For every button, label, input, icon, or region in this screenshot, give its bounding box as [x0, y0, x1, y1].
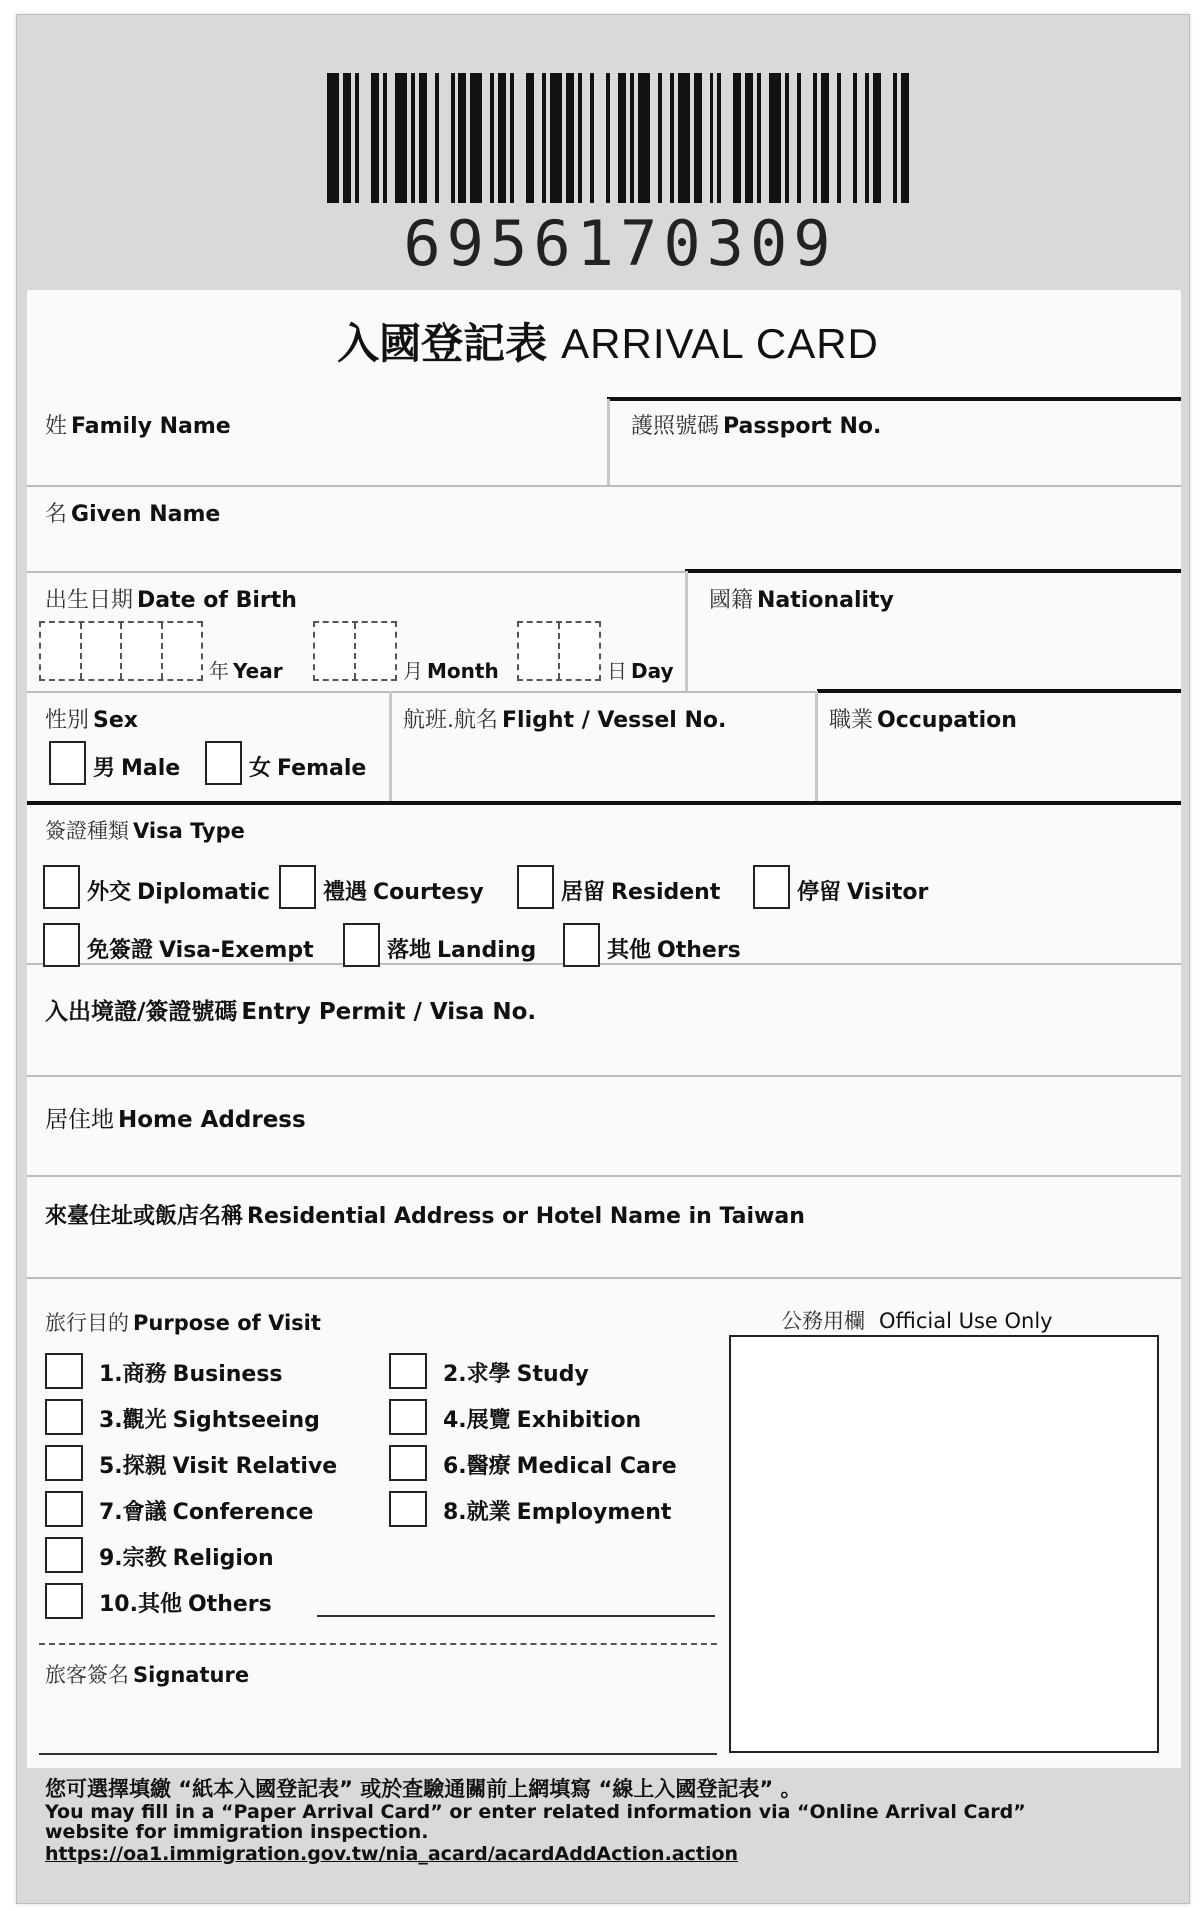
family-name-field[interactable]	[27, 439, 597, 483]
purpose-checkbox-2[interactable]	[389, 1353, 427, 1389]
arrival-card	[16, 14, 1190, 1904]
home-address-label: 居住地 Home Address	[45, 1107, 306, 1133]
visa-checkbox-diplomatic[interactable]	[43, 865, 80, 909]
purpose-label: 旅行目的 Purpose of Visit	[45, 1311, 321, 1335]
male-checkbox[interactable]	[49, 741, 86, 785]
barcode	[327, 73, 913, 203]
purpose-checkbox-4[interactable]	[389, 1399, 427, 1435]
entry-permit-label: 入出境證/簽證號碼 Entry Permit / Visa No.	[45, 999, 537, 1025]
official-use-label: 公務用欄 Official Use Only	[781, 1309, 1053, 1333]
passport-no-label: 護照號碼 Passport No.	[631, 414, 882, 439]
notice-en-line2: website for immigration inspection.	[45, 1821, 429, 1843]
notice-zh: 您可選擇填繳 “紙本入國登記表” 或於查驗通關前上網填寫 “線上入國登記表” 。	[45, 1777, 802, 1801]
entry-permit-field[interactable]	[27, 1025, 1177, 1073]
purpose-label-3: 3.觀光 Sightseeing	[99, 1408, 320, 1433]
title-en: ARRIVAL CARD	[561, 320, 879, 367]
purpose-label-10: 10.其他 Others	[99, 1592, 272, 1617]
visa-label-diplomatic: 外交 Diplomatic	[87, 880, 271, 905]
birth-month-field[interactable]	[313, 621, 397, 681]
residential-address-field[interactable]	[27, 1229, 1177, 1275]
visa-checkbox-visa-exempt[interactable]	[43, 923, 80, 967]
sex-label: 性別 Sex	[45, 708, 138, 733]
flight-label: 航班.航名 Flight / Vessel No.	[403, 708, 727, 733]
card-title	[33, 311, 1183, 371]
day-label: 日 Day	[607, 659, 674, 683]
purpose-label-8: 8.就業 Employment	[443, 1500, 672, 1525]
purpose-checkbox-3[interactable]	[45, 1399, 83, 1435]
visa-label-courtesy: 禮遇 Courtesy	[323, 880, 484, 905]
visa-label-others: 其他 Others	[607, 938, 741, 963]
visa-label-resident: 居留 Resident	[561, 880, 721, 905]
purpose-checkbox-8[interactable]	[389, 1491, 427, 1527]
occupation-label: 職業 Occupation	[829, 708, 1017, 733]
given-name-field[interactable]	[27, 527, 1177, 569]
visa-label-landing: 落地 Landing	[387, 938, 537, 963]
barcode-number: 6956170309	[403, 207, 837, 280]
month-label: 月 Month	[403, 659, 499, 683]
nationality-label: 國籍 Nationality	[709, 588, 894, 613]
home-address-field[interactable]	[27, 1133, 1177, 1173]
female-checkbox[interactable]	[205, 741, 242, 785]
birth-day-field[interactable]	[517, 621, 601, 681]
others-line[interactable]	[317, 1615, 715, 1617]
purpose-label-9: 9.宗教 Religion	[99, 1546, 274, 1571]
visa-checkbox-others[interactable]	[563, 923, 600, 967]
title-zh: 入國登記表	[337, 319, 548, 368]
female-label: 女 Female	[249, 756, 367, 781]
visa-type-label: 簽證種類 Visa Type	[45, 819, 245, 843]
purpose-checkbox-10[interactable]	[45, 1583, 83, 1619]
notice-url-link[interactable]: https://oa1.immigration.gov.tw/nia_acard/acardAddAction.action	[45, 1843, 739, 1865]
visa-checkbox-visitor[interactable]	[753, 865, 790, 909]
male-label: 男 Male	[93, 756, 181, 781]
visa-checkbox-resident[interactable]	[517, 865, 554, 909]
purpose-label-7: 7.會議 Conference	[99, 1500, 314, 1525]
purpose-label-2: 2.求學 Study	[443, 1362, 589, 1387]
occupation-field[interactable]	[821, 735, 1177, 797]
purpose-label-6: 6.醫療 Medical Care	[443, 1454, 677, 1479]
dashed-divider	[39, 1643, 717, 1645]
residential-address-label: 來臺住址或飯店名稱 Residential Address or Hotel Name in Taiwan	[45, 1204, 805, 1229]
passport-no-field[interactable]	[613, 439, 1179, 483]
visa-checkbox-courtesy[interactable]	[279, 865, 316, 909]
purpose-checkbox-7[interactable]	[45, 1491, 83, 1527]
purpose-label-4: 4.展覽 Exhibition	[443, 1408, 642, 1433]
purpose-checkbox-6[interactable]	[389, 1445, 427, 1481]
purpose-label-1: 1.商務 Business	[99, 1362, 283, 1387]
birth-year-field[interactable]	[39, 621, 203, 681]
signature-label: 旅客簽名 Signature	[45, 1663, 250, 1687]
notice-en-line1: You may fill in a “Paper Arrival Card” or enter related information via “Online Arrival Card”	[45, 1801, 1026, 1823]
purpose-label-5: 5.探親 Visit Relative	[99, 1454, 338, 1479]
flight-field[interactable]	[395, 735, 811, 797]
year-label: 年 Year	[209, 659, 283, 683]
visa-checkbox-landing[interactable]	[343, 923, 380, 967]
purpose-checkbox-9[interactable]	[45, 1537, 83, 1573]
visa-label-visa-exempt: 免簽證 Visa-Exempt	[87, 938, 314, 963]
official-use-box	[729, 1335, 1159, 1753]
signature-field[interactable]	[39, 1691, 717, 1755]
visa-label-visitor: 停留 Visitor	[797, 880, 929, 905]
purpose-checkbox-5[interactable]	[45, 1445, 83, 1481]
family-name-label: 姓 Family Name	[45, 414, 231, 439]
date-of-birth-label: 出生日期 Date of Birth	[45, 588, 297, 613]
given-name-label: 名 Given Name	[45, 502, 221, 527]
purpose-checkbox-1[interactable]	[45, 1353, 83, 1389]
nationality-field[interactable]	[691, 615, 1177, 685]
